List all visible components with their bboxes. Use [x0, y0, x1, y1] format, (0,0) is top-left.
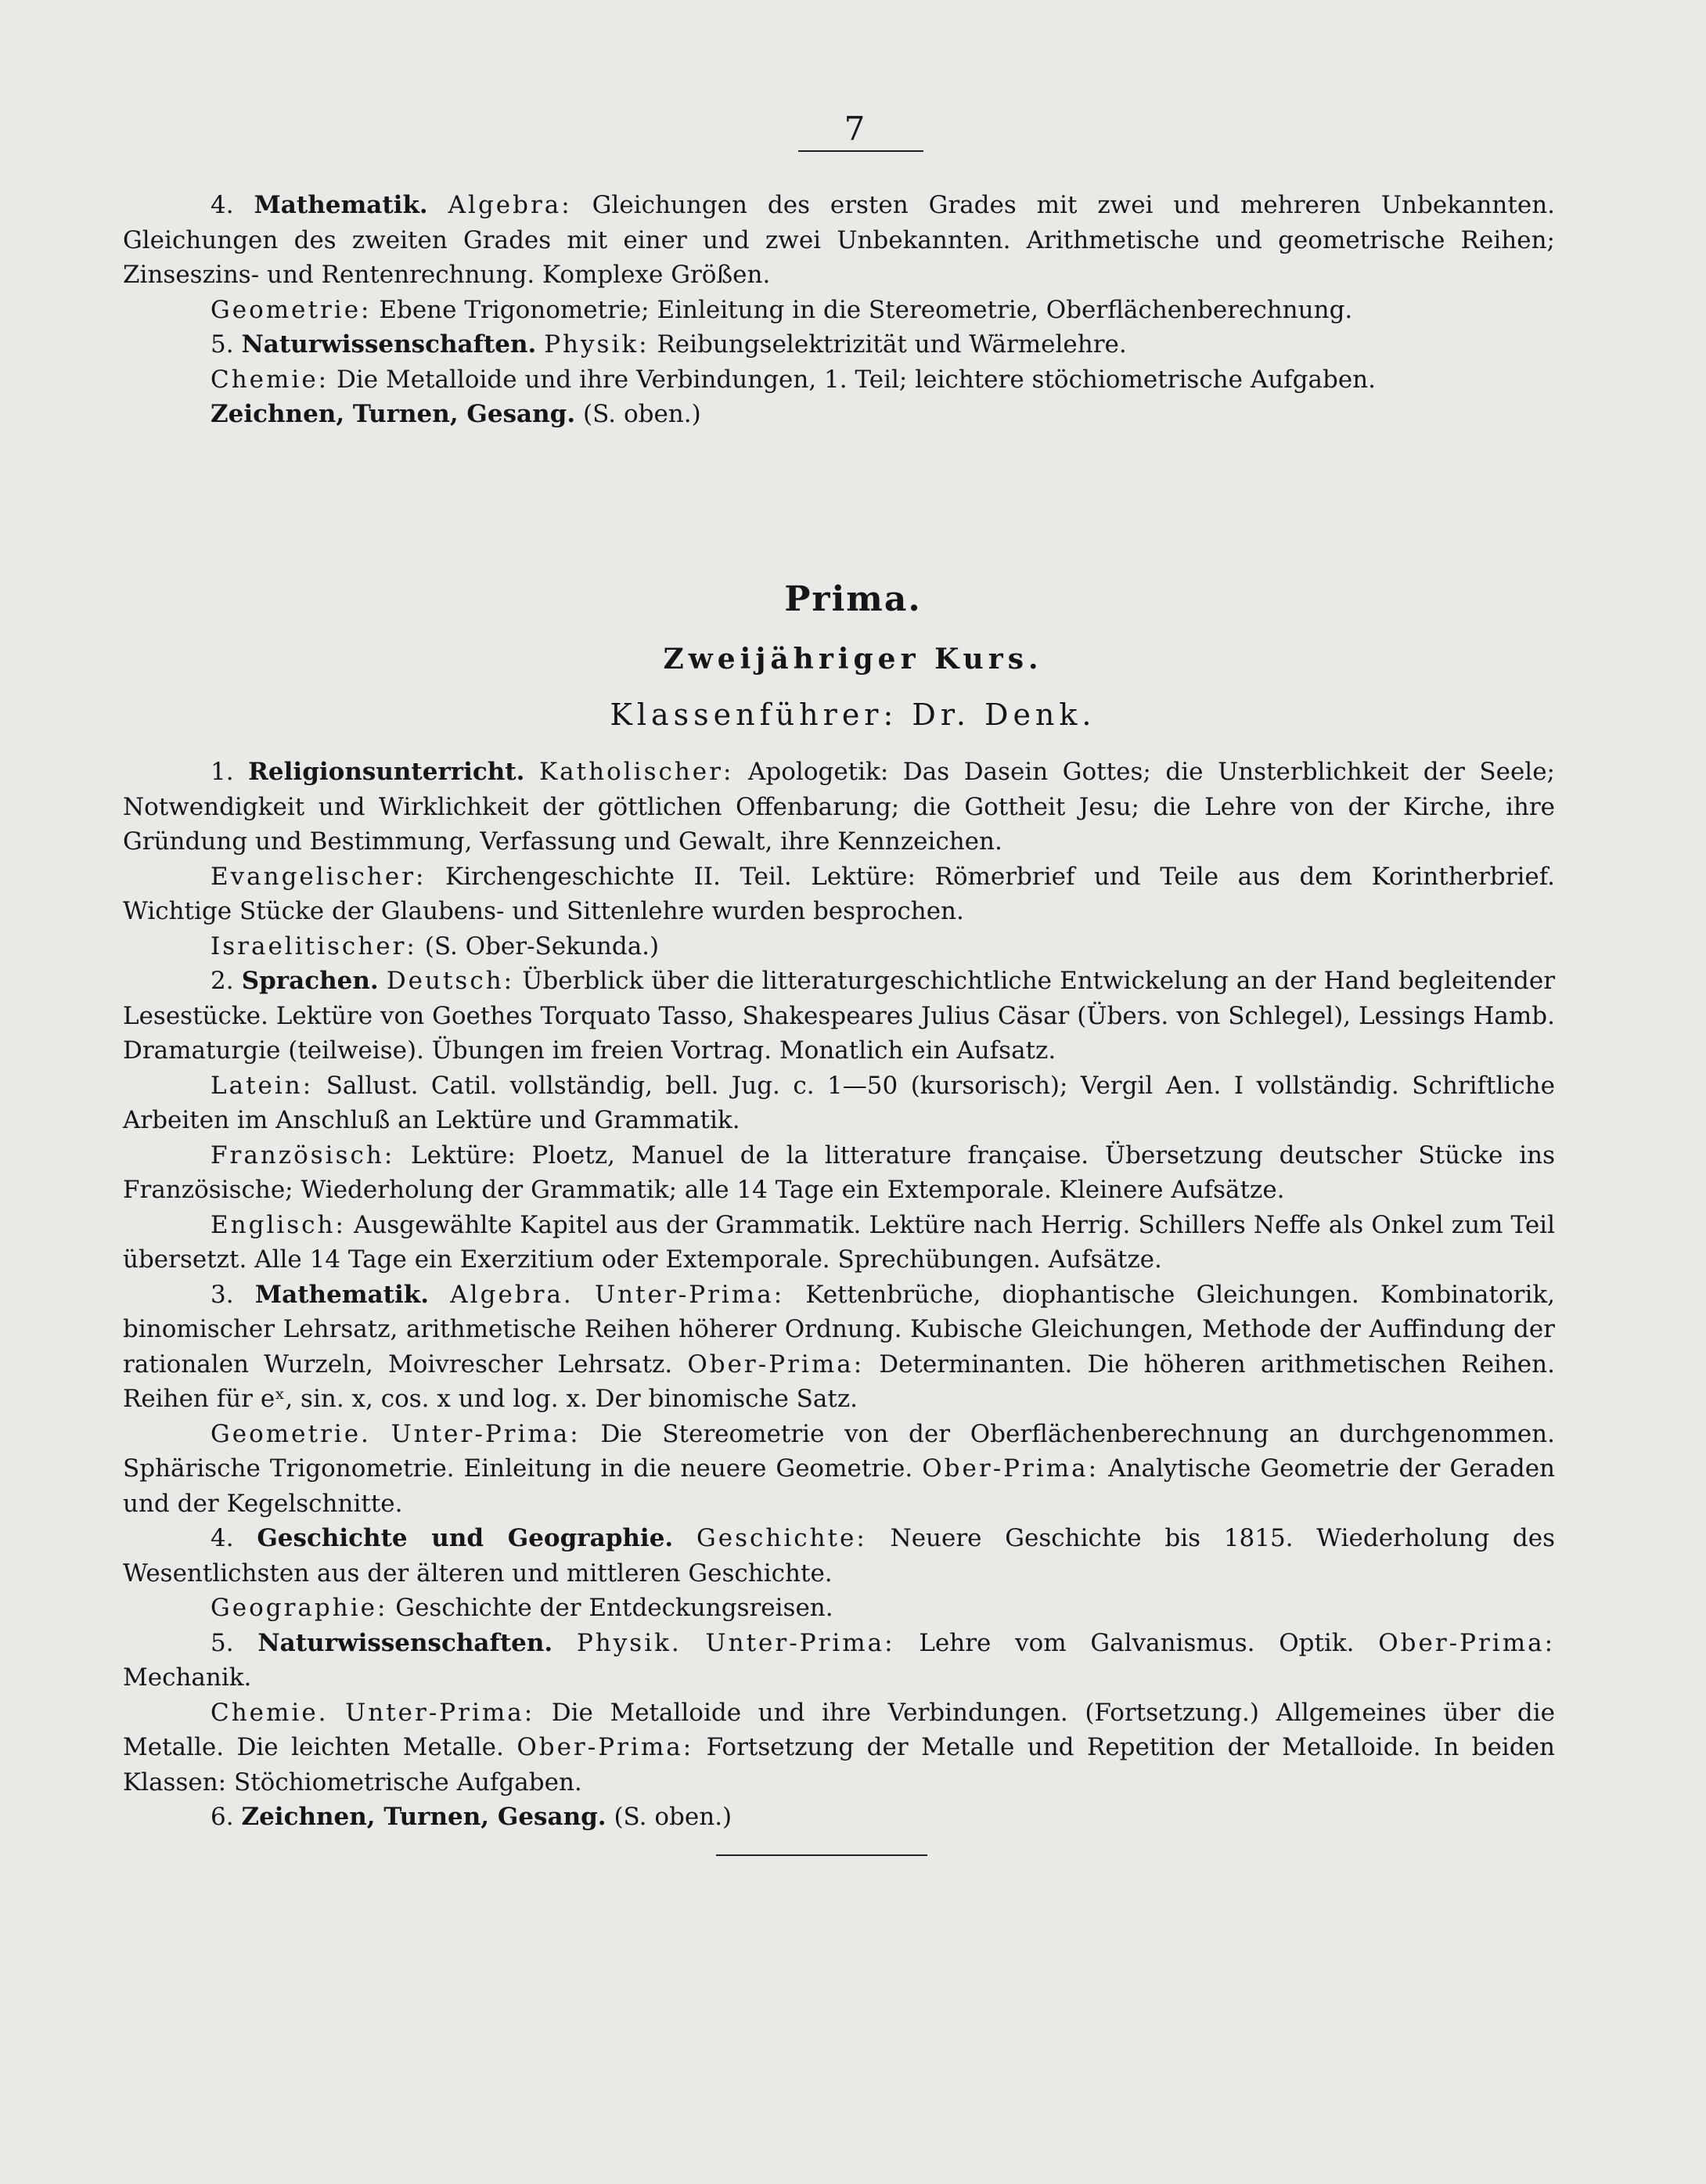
section-end-rule	[716, 1854, 927, 1856]
item-number: 5.	[211, 330, 234, 359]
prima-curriculum	[123, 755, 1555, 1835]
topic-label: Algebra.	[450, 1280, 574, 1309]
subject-paragraph	[123, 1696, 1555, 1800]
topic-label: Physik:	[544, 330, 650, 359]
paragraph-text: Überblick über die litteraturgeschichtliche Entwickelung an der Hand begleitender Lesestücke. Lektüre von Goethes Torquato Tasso, Shakespeares Julius Cäsar (Übers. von Schlegel), Lessings Hamb. Dramaturgie (teilweise). Übungen im freien Vortrag. Monatlich ein Aufsatz.	[123, 967, 1556, 1065]
topic-label: Algebra:	[448, 191, 572, 219]
topic-label: Evangelischer:	[211, 862, 426, 891]
paragraph-text: Fortsetzung der Metalle und Repetition der Metalloide. In beiden Klassen: Stöchiometrische Aufgaben.	[123, 1733, 1556, 1797]
topic-label: Deutsch:	[386, 967, 515, 995]
topic-label: Ober-Prima:	[922, 1454, 1100, 1483]
subject-paragraph	[123, 1626, 1555, 1696]
item-number: 4.	[211, 1524, 234, 1552]
paragraph-text: Ebene Trigonometrie; Einleitung in die Stereometrie, Oberflächenberechnung.	[379, 295, 1353, 324]
paragraph-text: (S. oben.)	[614, 1803, 732, 1831]
subject-title: Religionsunterricht.	[248, 758, 525, 786]
subject-title: Naturwissenschaften.	[241, 330, 537, 359]
topic-label: Unter-Prima:	[345, 1698, 535, 1727]
topic-label: Israelitischer:	[211, 932, 417, 960]
topic-label: Unter-Prima:	[595, 1280, 785, 1309]
subject-title: Zeichnen, Turnen, Gesang.	[241, 1803, 606, 1831]
subject-title: Zeichnen, Turnen, Gesang.	[211, 400, 576, 428]
subject-title: Geschichte und Geographie.	[257, 1524, 674, 1552]
paragraph-text: Die Metalloide und ihre Verbindungen, 1. Teil; leichtere stöchiometrische Aufgaben.	[337, 365, 1377, 394]
topic-label: Unter-Prima:	[705, 1628, 895, 1657]
subject-paragraph	[123, 929, 1555, 964]
paragraph-text: Determinanten. Die höheren arithmetischen Reihen. Reihen für eˣ, sin. x, cos. x und log. x. Der binomische Satz.	[123, 1350, 1555, 1413]
subject-paragraph	[123, 397, 1555, 432]
item-number: 4.	[211, 191, 234, 219]
subject-title: Naturwissenschaften.	[257, 1628, 553, 1657]
paragraph-text: Geschichte der Entdeckungsreisen.	[395, 1594, 833, 1622]
topic-label: Englisch:	[211, 1210, 346, 1239]
class-heading: Prima.	[784, 579, 922, 619]
course-heading: Zweijähriger Kurs.	[663, 643, 1043, 676]
topic-label: Ober-Prima:	[1378, 1628, 1556, 1657]
subject-paragraph	[123, 964, 1555, 1069]
paragraph-text: Kettenbrüche, diophantische Gleichungen. Kombinatorik, binomischer Lehrsatz, arithmetische Reihen höherer Ordnung. Kubische Gleichungen, Methode der Auffindung der rationalen Wurzeln, Moivrescher Lehrsatz.	[123, 1280, 1556, 1379]
subject-paragraph	[123, 188, 1555, 293]
topic-label: Geschichte:	[696, 1524, 867, 1552]
topic-label: Ober-Prima:	[687, 1350, 865, 1379]
item-number: 3.	[211, 1280, 234, 1309]
subject-paragraph	[123, 1800, 1555, 1835]
subject-paragraph	[123, 1521, 1555, 1591]
paragraph-text: Lektüre: Ploetz, Manuel de la litterature française. Übersetzung deutscher Stücke ins Französische; Wiederholung der Grammatik; alle 14 Tage ein Extemporale. Kleinere Aufsätze.	[123, 1141, 1555, 1204]
paragraph-text: Neuere Geschichte bis 1815. Wiederholung des Wesentlichsten aus der älteren und mittleren Geschichte.	[123, 1524, 1556, 1588]
subject-paragraph	[123, 860, 1555, 929]
topic-label: Physik.	[576, 1628, 682, 1657]
paragraph-text: Reibungselektrizität und Wärmelehre.	[657, 330, 1127, 359]
subject-paragraph	[123, 1278, 1555, 1417]
subject-title: Mathematik.	[254, 1280, 430, 1309]
subject-paragraph	[123, 362, 1555, 398]
subject-title: Sprachen.	[241, 967, 379, 995]
paragraph-text: (S. Ober-Sekunda.)	[424, 932, 660, 960]
topic-label: Katholischer:	[539, 758, 734, 786]
item-number: 5.	[211, 1628, 234, 1657]
topic-label: Unter-Prima:	[391, 1419, 581, 1448]
item-number: 6.	[211, 1803, 234, 1831]
paragraph-text: Die Metalloide und ihre Verbindungen. (Fortsetzung.) Allgemeines über die Metalle. Die leichten Metalle.	[123, 1698, 1555, 1761]
topic-label: Geometrie:	[211, 295, 372, 324]
topic-label: Geometrie.	[211, 1419, 371, 1448]
subject-paragraph	[123, 1208, 1555, 1278]
class-leader-heading: Klassenführer: Dr. Denk.	[610, 697, 1096, 732]
topic-label: Geographie:	[211, 1594, 388, 1622]
paragraph-text: Ausgewählte Kapitel aus der Grammatik. Lektüre nach Herrig. Schillers Neffe als Onkel zum Teil übersetzt. Alle 14 Tage ein Exerzitium oder Extemporale. Sprechübungen. Aufsätze.	[123, 1210, 1555, 1274]
topic-label: Französisch:	[211, 1141, 395, 1169]
paragraph-text: Kirchengeschichte II. Teil. Lektüre: Römerbrief und Teile aus dem Korintherbrief. Wichtige Stücke der Glaubens- und Sittenlehre wurden besprochen.	[123, 862, 1555, 925]
previous-class-section	[123, 188, 1555, 432]
subject-paragraph	[123, 1417, 1555, 1522]
paragraph-text: Gleichungen des ersten Grades mit zwei und mehreren Unbekannten. Gleichungen des zweiten Grades mit einer und zwei Unbekannten. Arithmetische und geometrische Reihen; Zinseszins- und Rentenrechnung. Komplexe Größen.	[123, 191, 1556, 289]
paragraph-text: (S. oben.)	[583, 400, 701, 428]
subject-title: Mathematik.	[254, 191, 428, 219]
item-number: 2.	[211, 967, 234, 995]
page-number: 7	[844, 110, 866, 148]
paragraph-text: Die Stereometrie von der Oberflächenberechnung an durchgenommen. Sphärische Trigonometrie. Einleitung in die neuere Geometrie.	[123, 1419, 1555, 1483]
topic-label: Latein:	[211, 1071, 314, 1100]
paragraph-text: Mechanik.	[123, 1663, 252, 1692]
paragraph-text: Sallust. Catil. vollständig, bell. Jug. c. 1—50 (kursorisch); Vergil Aen. I vollständig. Schriftliche Arbeiten im Anschluß an Lektüre und Grammatik.	[123, 1071, 1555, 1134]
paragraph-text: Lehre vom Galvanismus. Optik.	[919, 1628, 1355, 1657]
topic-label: Chemie:	[211, 365, 329, 394]
topic-label: Ober-Prima:	[516, 1733, 694, 1761]
paragraph-text: Analytische Geometrie der Geraden und der Kegelschnitte.	[123, 1454, 1556, 1518]
subject-paragraph	[123, 327, 1555, 362]
subject-paragraph	[123, 1138, 1555, 1208]
subject-paragraph	[123, 755, 1555, 860]
subject-paragraph	[123, 1069, 1555, 1138]
topic-label: Chemie.	[211, 1698, 329, 1727]
page-number-rule	[798, 150, 923, 152]
subject-paragraph	[123, 1591, 1555, 1626]
item-number: 1.	[211, 758, 234, 786]
subject-paragraph	[123, 293, 1555, 328]
paragraph-text: Apologetik: Das Dasein Gottes; die Unsterblichkeit der Seele; Notwendigkeit und Wirklichkeit der göttlichen Offenbarung; die Gottheit Jesu; die Lehre von der Kirche, ihre Gründung und Bestimmung, Verfassung und Gewalt, ihre Kennzeichen.	[123, 758, 1556, 856]
